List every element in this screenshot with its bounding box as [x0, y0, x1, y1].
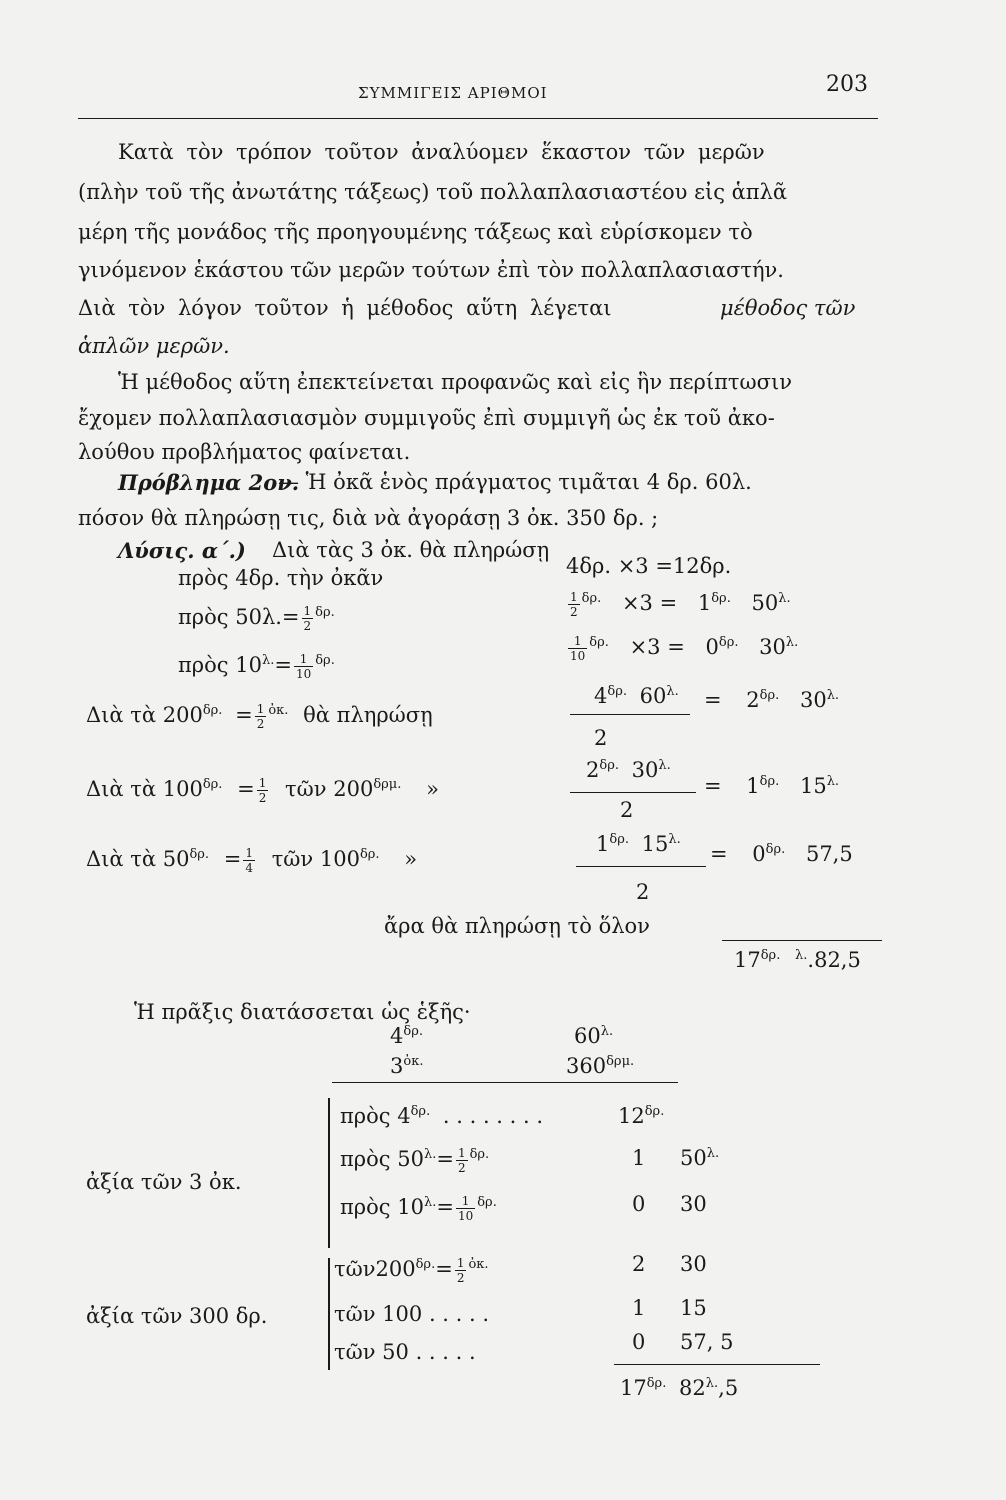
sol-r4-left: Διὰ τὰ $200^{\delta\rho.}$ = $\frac{1}{2}$ $^{ὀ\kappa.}$ θὰ πληρώσῃ — [86, 702, 433, 731]
solution-intro: Διὰ τὰς 3 ὀκ. θὰ πληρώσῃ — [272, 538, 550, 562]
p1-line5-italic: μέθοδος τῶν — [720, 296, 856, 320]
problem-line1: — Ἡ ὀκᾶ ἑνὸς πράγματος τιμᾶται 4 δρ. 60λ. — [278, 470, 752, 494]
scheme-h2-right: $360^{\delta\rho\mu.}$ — [566, 1054, 635, 1078]
g1-row1: πρὸς $4^{\delta\rho.}$ . . . . . . . . — [340, 1104, 544, 1128]
sol-total-line — [722, 940, 882, 941]
g2-row2: τῶν 100 . . . . . — [334, 1302, 490, 1326]
sol-r2-left: πρὸς 50λ.= $\frac{1}{2}$ $^{\delta\rho.}$ — [178, 604, 335, 633]
sol-r5-den: 2 — [620, 798, 634, 822]
sol-r1-left: πρὸς 4δρ. τὴν ὀκᾶν — [178, 566, 384, 590]
p2-line2: ἔχομεν πολλαπλασιασμὸν συμμιγοῦς ἐπὶ συμμιγῆ ὡς ἐκ τοῦ ἀκο- — [78, 406, 775, 430]
g2-row3: τῶν 50 . . . . . — [334, 1340, 476, 1364]
sol-r4-frac-line — [570, 714, 690, 715]
fraction-half: $\frac{1}{2}$ — [256, 702, 265, 731]
sol-r5-left: Διὰ τὰ $100^{\delta\rho.}$ = $\frac{1}{2}$ τῶν $200^{\delta\rho\mu.}$ » — [86, 776, 439, 805]
p1-line6: ἁπλῶν μερῶν. — [78, 334, 230, 358]
fraction-tenth: $\frac{1}{10}$ — [570, 634, 586, 663]
g2-row1-v1: 2 — [632, 1252, 646, 1276]
sol-r3-right: $\frac{1}{10}$ $^{\delta\rho.} \times 3 = 0^{\delta\rho.}$ $30^{\lambda.}$ — [570, 634, 799, 663]
g1-row3: πρὸς $10^{\lambda.}=$ $\frac{1}{10}$ $^{\delta\rho.}$ — [340, 1194, 497, 1223]
sol-r6-frac-line — [576, 866, 706, 867]
sol-r4-num: $4^{\delta\rho.}$ $60^{\lambda.}$ — [594, 684, 679, 708]
sol-r6-den: 2 — [636, 880, 650, 904]
sol-r6-result: = $0^{\delta\rho.}$ 57,5 — [710, 842, 853, 866]
page-number: 203 — [826, 72, 868, 97]
g2-row2-v1: 1 — [632, 1296, 646, 1320]
scheme-h1-left: $4^{\delta\rho.}$ — [390, 1024, 423, 1048]
p2-line3: λούθου προβλήματος φαίνεται. — [78, 440, 411, 464]
fraction-quarter: $\frac{1}{4}$ — [245, 846, 253, 875]
fraction-tenth: $\frac{1}{10}$ — [457, 1194, 474, 1223]
g2-row3-v2: 57, 5 — [680, 1330, 734, 1354]
g2-row1: $\tau ῶ\nu 200^{\delta\rho.}=$ $\frac{1}{2}$ $^{ὀ\kappa.}$ — [334, 1256, 489, 1285]
sol-r3-left: πρὸς $10^{\lambda.}=$ $\frac{1}{10}$ $^{\delta\rho.}$ — [178, 652, 335, 681]
scheme-intro: Ἡ πρᾶξις διατάσσεται ὡς ἑξῆς· — [134, 1000, 471, 1024]
g1-row2-v2: $50^{\lambda.}$ — [680, 1146, 720, 1170]
sol-r5-num: $2^{\delta\rho.}$ $30^{\lambda.}$ — [586, 758, 671, 782]
g1-row1-val: $12^{\delta\rho.}$ — [618, 1104, 665, 1128]
fraction-half: $\frac{1}{2}$ — [303, 604, 312, 633]
g2-row3-v1: 0 — [632, 1330, 646, 1354]
g1-row3-v2: 30 — [680, 1192, 707, 1216]
group2-label: ἀξία τῶν 300 δρ. — [86, 1304, 268, 1328]
running-header: ΣΥΜΜΙΓΕΙΣ ΑΡΙΘΜΟΙ — [358, 84, 548, 102]
problem-label: Πρόβλημα 2ον. — [118, 470, 300, 495]
fraction-half: $\frac{1}{2}$ — [456, 1256, 465, 1285]
g2-row2-v2: 15 — [680, 1296, 707, 1320]
sol-r5-frac-line — [570, 792, 696, 793]
sol-r4-result: = $2^{\delta\rho.}$ $30^{\lambda.}$ — [704, 688, 840, 712]
p1-line1: Κατὰ τὸν τρόπον τοῦτον ἀναλύομεν ἕκαστον τῶν μερῶν — [118, 140, 765, 164]
group1-brace — [328, 1098, 330, 1248]
fraction-half: $\frac{1}{2}$ — [457, 1146, 466, 1175]
p1-line4: γινόμενον ἑκάστου τῶν μερῶν τούτων ἐπὶ τὸν πολλαπλασιαστήν. — [78, 258, 784, 282]
sol-r2-right: $\frac{1}{2}$ $^{\delta\rho.} \times 3 = 1^{\delta\rho.}$ $50^{\lambda.}$ — [570, 590, 791, 619]
fraction-tenth: $\frac{1}{10}$ — [295, 652, 312, 681]
sol-total-label: ἄρα θὰ πληρώσῃ τὸ ὅλον — [384, 914, 650, 938]
header-rule — [78, 118, 878, 119]
group1-label: ἀξία τῶν 3 ὀκ. — [86, 1170, 242, 1194]
scheme-header-rule — [332, 1082, 678, 1083]
scheme-h1-right: $60^{\lambda.}$ — [574, 1024, 614, 1048]
fraction-half: $\frac{1}{2}$ — [570, 590, 578, 619]
solution-label: Λύσις. α΄.) — [118, 538, 246, 563]
sol-r2-left-text: πρὸς 50λ.= — [178, 605, 300, 629]
p2-line1: Ἡ μέθοδος αὕτη ἐπεκτείνεται προφανῶς καὶ εἰς ἣν περίπτωσιν — [118, 370, 792, 394]
sol-r4-den: 2 — [594, 726, 608, 750]
scheme-total: $17^{\delta\rho.}$ $82^{\lambda.},5$ — [620, 1376, 739, 1400]
sol-r6-left: Διὰ τὰ $50^{\delta\rho.}$ = $\frac{1}{4}$ τῶν $100^{\delta\rho.}$ » — [86, 846, 418, 875]
sol-r6-num: $1^{\delta\rho.}$ $15^{\lambda.}$ — [596, 832, 681, 856]
g2-row1-v2: 30 — [680, 1252, 707, 1276]
g1-row2: πρὸς $50^{\lambda.}=$ $\frac{1}{2}$ $^{\delta\rho.}$ — [340, 1146, 490, 1175]
scheme-h2-left: $3^{ὀ\kappa.}$ — [390, 1054, 424, 1078]
group2-brace — [328, 1258, 330, 1370]
sol-total-value: $17^{\delta\rho.}$ $^{\lambda.}$.82,5 — [734, 948, 861, 972]
p1-line5: Διὰ τὸν λόγον τοῦτον ἡ μέθοδος αὕτη λέγεται — [78, 296, 612, 320]
p1-line3: μέρη τῆς μονάδος τῆς προηγουμένης τάξεως καὶ εὑρίσκομεν τὸ — [78, 220, 753, 244]
p1-line2: (πλὴν τοῦ τῆς ἀνωτάτης τάξεως) τοῦ πολλαπλασιαστέου εἰς ἁπλᾶ — [78, 180, 788, 204]
sol-r1-right: 4δρ. ×3 =12δρ. — [566, 554, 732, 578]
g1-row3-v1: 0 — [632, 1192, 646, 1216]
problem-line2: πόσον θὰ πληρώσῃ τις, διὰ νὰ ἀγοράσῃ 3 ὀκ. 350 δρ. ; — [78, 506, 659, 530]
scheme-total-rule — [614, 1364, 820, 1365]
fraction-half: $\frac{1}{2}$ — [258, 776, 267, 805]
sol-r5-result: = $1^{\delta\rho.}$ $15^{\lambda.}$ — [704, 774, 840, 798]
g1-row2-v1: 1 — [632, 1146, 646, 1170]
